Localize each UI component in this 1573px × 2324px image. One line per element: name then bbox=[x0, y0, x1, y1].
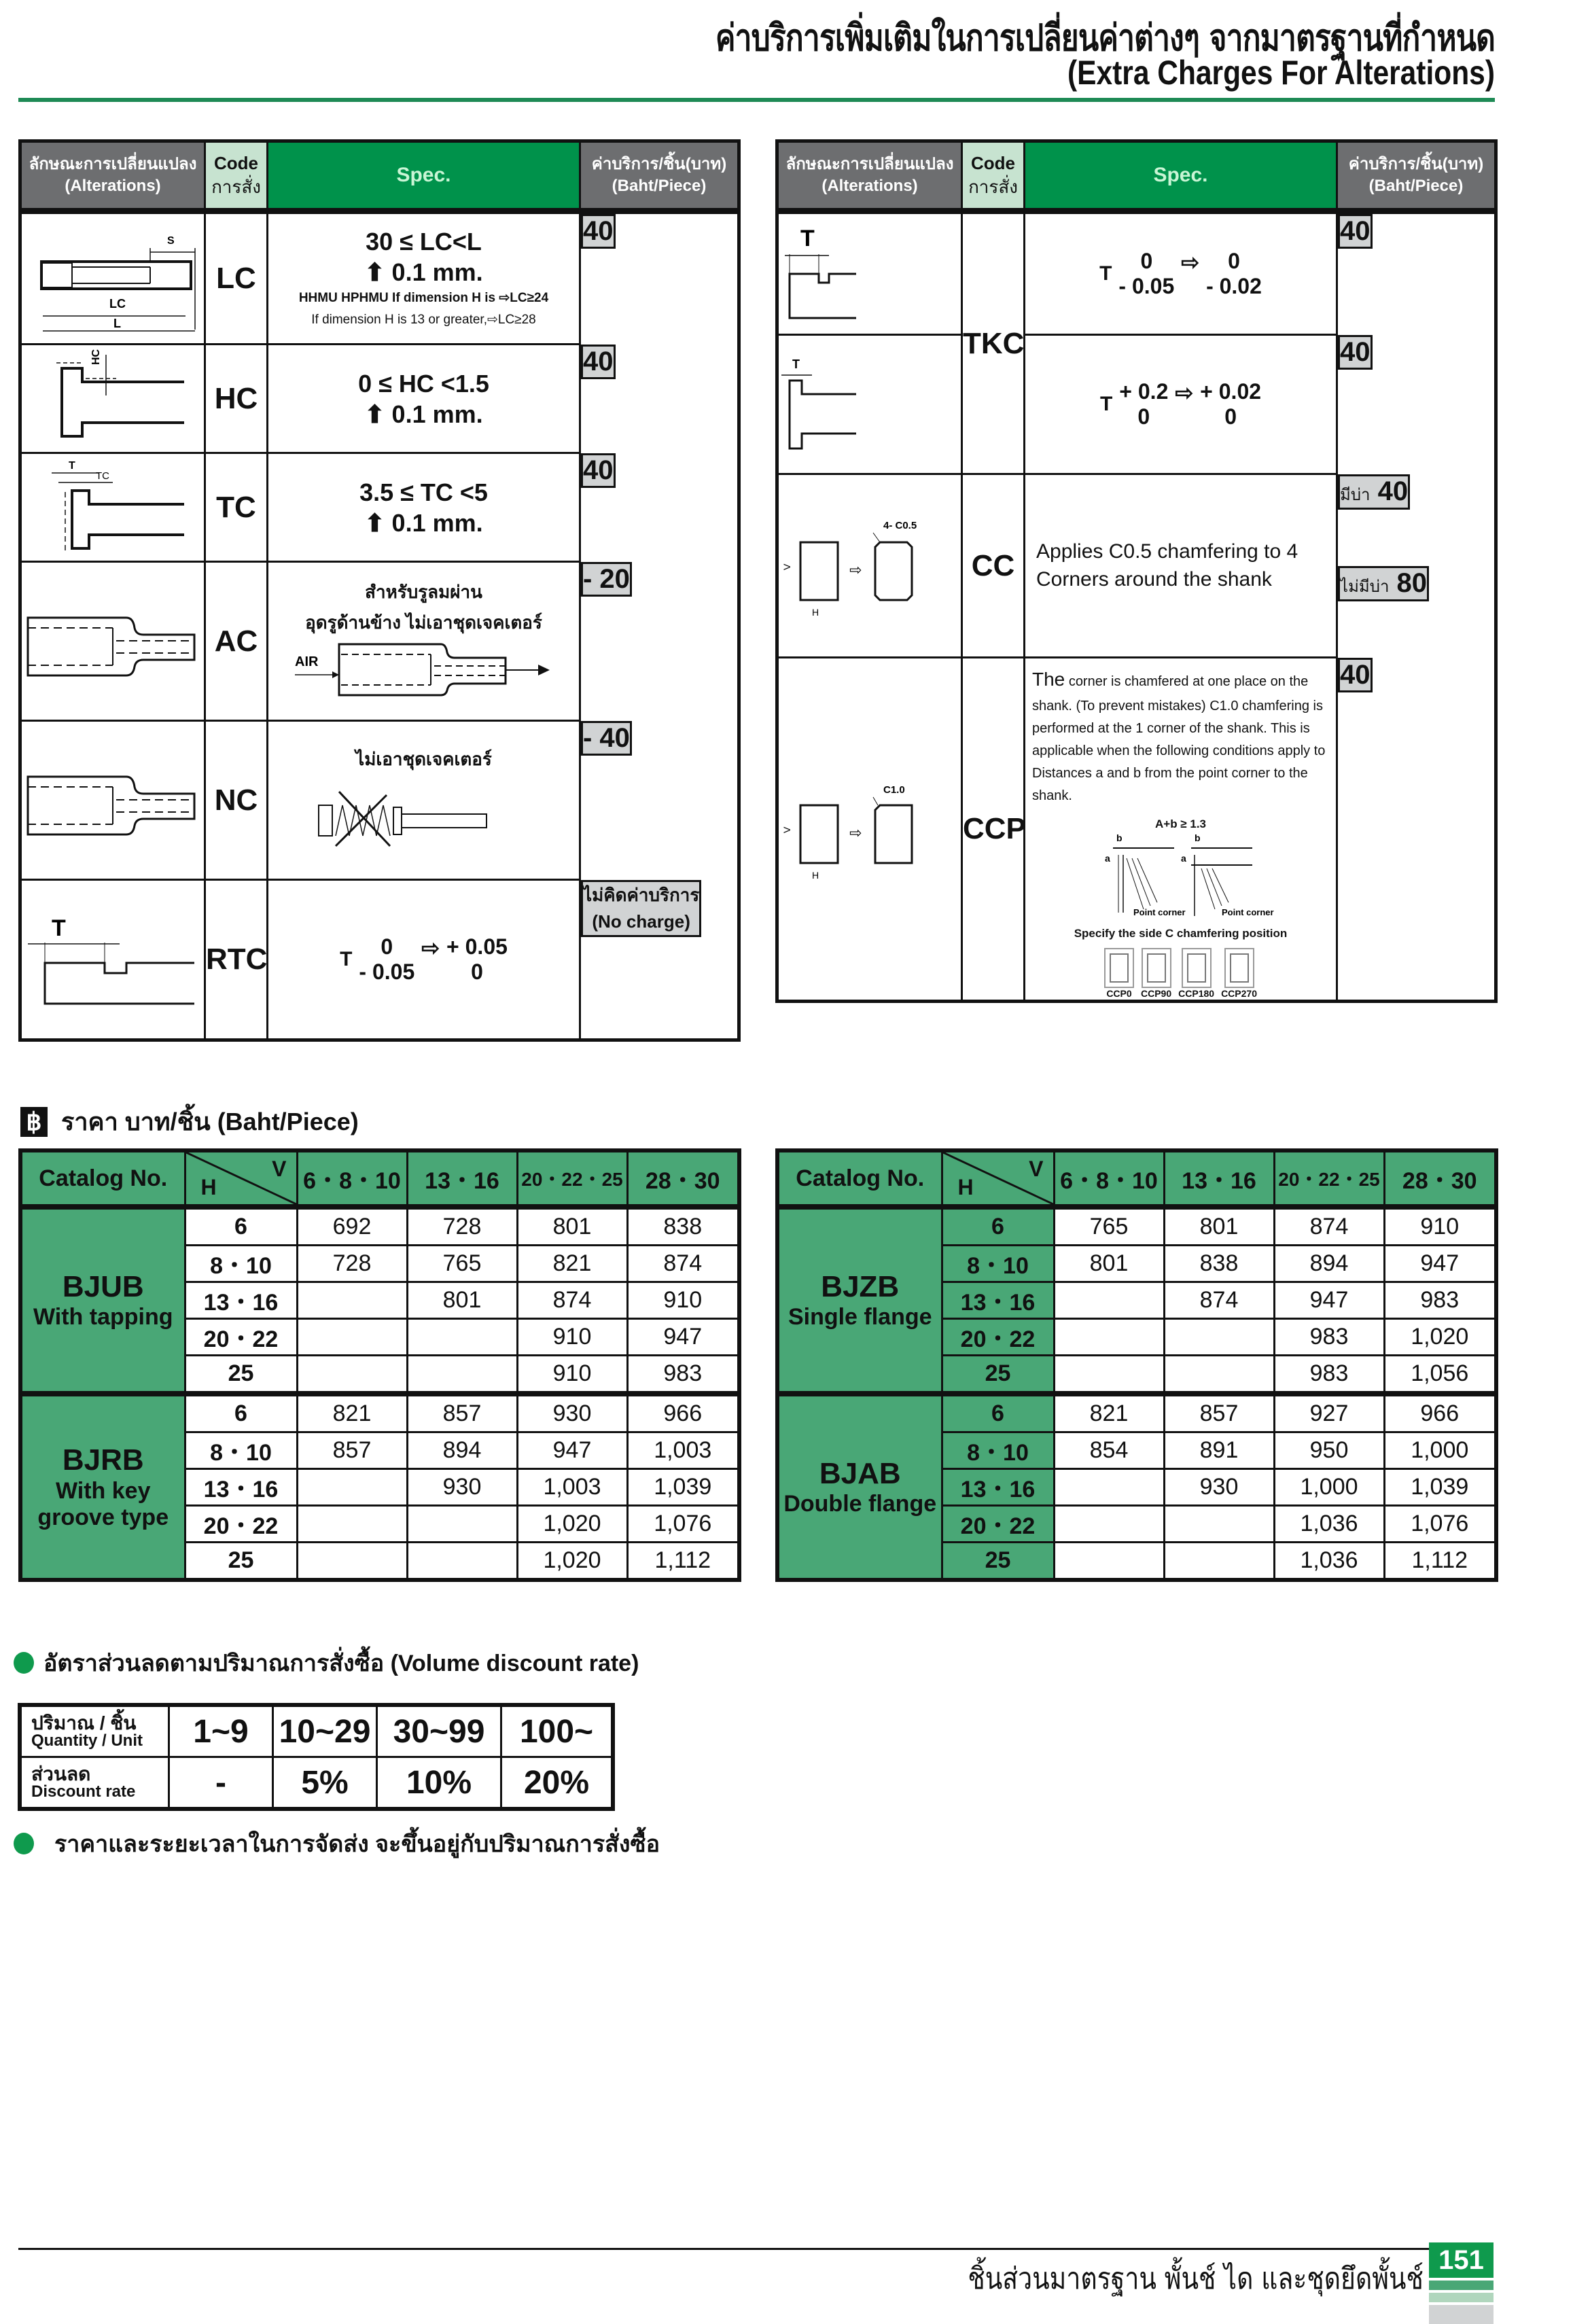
price-cell: 1,112 bbox=[1384, 1543, 1496, 1581]
price-cell bbox=[407, 1319, 517, 1356]
label-h: H bbox=[812, 870, 819, 881]
col-alteration: ลักษณะการเปลี่ยนแปลง (Alterations) bbox=[20, 141, 205, 211]
price-cell: 1,112 bbox=[627, 1543, 739, 1581]
price-ac: - 20 bbox=[581, 562, 632, 597]
spec-ac: สำหรับรูลมผ่าน อุดรูด้านข้าง ไม่เอาชุดเจคเตอร์ AIR bbox=[268, 562, 580, 721]
h-value: 6 bbox=[942, 1394, 1054, 1432]
col-spec: Spec. bbox=[1025, 141, 1337, 211]
h-value: 20・22 bbox=[185, 1506, 297, 1543]
arrow-right-icon: ⇨ bbox=[421, 936, 440, 961]
quantity-row bbox=[20, 1705, 613, 1757]
price-cell: 947 bbox=[1274, 1282, 1384, 1319]
price-cell bbox=[1054, 1319, 1164, 1356]
arrow-right-icon: ⇨ bbox=[1175, 381, 1194, 406]
svg-text:a: a bbox=[1104, 853, 1110, 864]
price-header-row bbox=[777, 1150, 1496, 1207]
price-cell: 874 bbox=[517, 1282, 627, 1319]
price-cell: 765 bbox=[1054, 1207, 1164, 1246]
spec-tkc-1: T 0 - 0.05 ⇨ 0 - 0.02 bbox=[1025, 211, 1337, 335]
price-cell: 801 bbox=[1164, 1207, 1274, 1246]
svg-text:Point corner: Point corner bbox=[1221, 907, 1274, 918]
price-cell bbox=[407, 1506, 517, 1543]
footer-section-title: ชิ้นส่วนมาตรฐาน พั้นช์ ได และชุดยึดพั้นช์ bbox=[968, 2261, 1424, 2296]
h-value: 8・10 bbox=[185, 1246, 297, 1282]
spec-ccp: The corner is chamfered at one place on the shank. (To prevent mistakes) C1.0 chamfering is performed at the 1 corner of the shank. This is applicable when the following conditions apply to Distances a and b from the point corner to the shank. A+b ≥ 1.3 b a Point corner b a Point corner Specify the side C chamfering position CCP0 CCP90 CCP180 CCP270 bbox=[1025, 658, 1337, 1002]
catalog-group-bjab bbox=[777, 1394, 1496, 1580]
h-value: 8・10 bbox=[185, 1432, 297, 1469]
price-cell: 821 bbox=[517, 1246, 627, 1282]
col-code: Code การสั่ง bbox=[962, 141, 1025, 211]
price-cell bbox=[297, 1356, 407, 1394]
price-cell: 947 bbox=[627, 1319, 739, 1356]
price-cell: 930 bbox=[1164, 1469, 1274, 1506]
price-cell: 821 bbox=[1054, 1394, 1164, 1432]
catalog-name: BJRB With key groove type bbox=[20, 1394, 185, 1580]
label-chamfer: 4- C0.5 bbox=[883, 519, 917, 531]
price-cell: 801 bbox=[407, 1282, 517, 1319]
label-t: T bbox=[69, 459, 75, 472]
step-up-arrow-icon: ⬆ bbox=[364, 258, 385, 286]
price-cell: 838 bbox=[627, 1207, 739, 1246]
arrow-right-icon: ⇨ bbox=[849, 561, 862, 579]
alterations-table-right bbox=[775, 139, 1498, 1003]
h-value: 25 bbox=[185, 1356, 297, 1394]
price-cc-with-shoulder: มีบ่า 40 bbox=[1338, 474, 1410, 510]
price-cell: 1,003 bbox=[517, 1469, 627, 1506]
point-corner-diagram bbox=[1059, 831, 1303, 919]
table-row bbox=[20, 1394, 739, 1432]
price-cell bbox=[1054, 1282, 1164, 1319]
delivery-note: ราคาและระยะเวลาในการจัดส่ง จะขึ้นอยู่กับปริมาณการสั่งซื้อ bbox=[14, 1825, 660, 1862]
price-cell bbox=[297, 1469, 407, 1506]
alteration-row-nc bbox=[20, 721, 739, 880]
code-tc: TC bbox=[205, 453, 268, 562]
air-label: AIR bbox=[294, 654, 318, 669]
spec-cc: Applies C0.5 chamfering to 4 Corners around the shank bbox=[1025, 474, 1337, 658]
price-cc-without-shoulder: ไม่มีบ่า 80 bbox=[1338, 566, 1429, 601]
h-value: 13・16 bbox=[942, 1282, 1054, 1319]
thickness-groove-diagram bbox=[777, 211, 962, 335]
price-cell: 950 bbox=[1274, 1432, 1384, 1469]
discount-cell: 5% bbox=[273, 1757, 377, 1810]
col-v: 13・16 bbox=[407, 1150, 517, 1207]
catalog-name: BJUB With tapping bbox=[20, 1207, 185, 1394]
alteration-row-rtc bbox=[20, 880, 739, 1040]
price-cell: 910 bbox=[517, 1319, 627, 1356]
alteration-row-tkc-2 bbox=[777, 335, 1496, 474]
price-cell: 1,020 bbox=[517, 1543, 627, 1581]
price-cell: 983 bbox=[1274, 1356, 1384, 1394]
discount-cell: - bbox=[169, 1757, 273, 1810]
discount-cell: 10% bbox=[377, 1757, 501, 1810]
alteration-row-ac bbox=[20, 562, 739, 721]
alteration-row-cc bbox=[777, 474, 1496, 566]
punch-hc-diagram bbox=[20, 345, 205, 453]
pricing-heading: ฿ ราคา บาท/ชิ้น (Baht/Piece) bbox=[20, 1102, 359, 1141]
price-cell: 874 bbox=[627, 1246, 739, 1282]
price-table-2 bbox=[775, 1148, 1498, 1582]
price-cell bbox=[1164, 1506, 1274, 1543]
catalog-name: BJZB Single flange bbox=[777, 1207, 942, 1394]
label-v: V bbox=[781, 826, 792, 834]
label-h: H bbox=[812, 606, 819, 617]
h-value: 6 bbox=[185, 1394, 297, 1432]
col-v: 6・8・10 bbox=[297, 1150, 407, 1207]
price-tc: 40 bbox=[581, 453, 616, 488]
footer-strip bbox=[1429, 2305, 1494, 2324]
price-cell: 854 bbox=[1054, 1432, 1164, 1469]
baht-icon: ฿ bbox=[20, 1107, 48, 1137]
h-value: 8・10 bbox=[942, 1432, 1054, 1469]
price-cell bbox=[1164, 1319, 1274, 1356]
air-flow-diagram bbox=[288, 637, 560, 699]
volume-discount-table bbox=[18, 1703, 615, 1811]
price-cell: 1,020 bbox=[517, 1506, 627, 1543]
price-tkc-2: 40 bbox=[1338, 335, 1373, 370]
arrow-right-icon: ⇨ bbox=[1181, 250, 1200, 275]
price-cell: 874 bbox=[1164, 1282, 1274, 1319]
footer-strip bbox=[1429, 2281, 1494, 2290]
code-nc: NC bbox=[205, 721, 268, 880]
label-tc: TC bbox=[96, 470, 109, 482]
col-v: 6・8・10 bbox=[1054, 1150, 1164, 1207]
code-hc: HC bbox=[205, 345, 268, 453]
chamfer-positions bbox=[1025, 948, 1336, 1000]
price-cell: 983 bbox=[1384, 1282, 1496, 1319]
col-v: 28・30 bbox=[627, 1150, 739, 1207]
footer-strip bbox=[1429, 2293, 1494, 2302]
alteration-row-hc bbox=[20, 345, 739, 453]
col-v: 28・30 bbox=[1384, 1150, 1496, 1207]
price-cell: 930 bbox=[407, 1469, 517, 1506]
price-cell bbox=[1054, 1506, 1164, 1543]
svg-text:Point corner: Point corner bbox=[1133, 907, 1186, 918]
label-hc: HC bbox=[90, 349, 102, 365]
price-cell: 801 bbox=[1054, 1246, 1164, 1282]
discount-cell: 20% bbox=[501, 1757, 614, 1810]
spec-lc: 30 ≤ LC<L ⬆ 0.1 mm. HHMU HPHMU If dimension H is ⇨LC≥24 If dimension H is 13 or greater,⇨LC≥28 bbox=[268, 211, 580, 345]
h-value: 13・16 bbox=[185, 1469, 297, 1506]
position-ccp270: CCP270 bbox=[1221, 948, 1257, 1000]
col-alteration: ลักษณะการเปลี่ยนแปลง (Alterations) bbox=[777, 141, 962, 211]
quantity-cell: 30~99 bbox=[377, 1705, 501, 1757]
catalog-group-bjzb bbox=[777, 1207, 1496, 1394]
position-ccp0: CCP0 bbox=[1104, 948, 1134, 1000]
table-row bbox=[20, 1207, 739, 1246]
price-cell: 891 bbox=[1164, 1432, 1274, 1469]
air-hole-diagram bbox=[20, 562, 205, 721]
price-cell: 857 bbox=[1164, 1394, 1274, 1432]
col-v: 20・22・25 bbox=[517, 1150, 627, 1207]
price-cell: 1,000 bbox=[1384, 1432, 1496, 1469]
step-up-arrow-icon: ⬆ bbox=[364, 508, 385, 537]
alteration-row-tkc-1 bbox=[777, 211, 1496, 335]
punch-head-thickness-diagram bbox=[777, 335, 962, 474]
price-cell bbox=[297, 1506, 407, 1543]
price-cell: 874 bbox=[1274, 1207, 1384, 1246]
price-cell: 857 bbox=[407, 1394, 517, 1432]
price-cell: 821 bbox=[297, 1394, 407, 1432]
col-price: ค่าบริการ/ชิ้น(บาท) (Baht/Piece) bbox=[580, 141, 739, 211]
table-row bbox=[777, 1394, 1496, 1432]
svg-text:a: a bbox=[1180, 853, 1186, 864]
alteration-row-tc bbox=[20, 453, 739, 562]
alteration-row-ccp bbox=[777, 658, 1496, 1002]
price-cell: 910 bbox=[627, 1282, 739, 1319]
page-title-english: (Extra Charges For Alterations) bbox=[1067, 54, 1495, 92]
price-cell bbox=[297, 1543, 407, 1581]
h-value: 25 bbox=[185, 1543, 297, 1581]
label-v: V bbox=[781, 563, 792, 570]
col-code: Code การสั่ง bbox=[205, 141, 268, 211]
h-value: 25 bbox=[942, 1543, 1054, 1581]
position-ccp180: CCP180 bbox=[1178, 948, 1214, 1000]
price-cell: 927 bbox=[1274, 1394, 1384, 1432]
spec-hc: 0 ≤ HC <1.5 ⬆ 0.1 mm. bbox=[268, 345, 580, 453]
price-cell: 966 bbox=[1384, 1394, 1496, 1432]
step-up-arrow-icon: ⬆ bbox=[364, 400, 385, 428]
quantity-cell: 10~29 bbox=[273, 1705, 377, 1757]
code-ac: AC bbox=[205, 562, 268, 721]
price-cell bbox=[1164, 1543, 1274, 1581]
price-nc: - 40 bbox=[581, 721, 632, 756]
price-cell bbox=[407, 1356, 517, 1394]
h-value: 6 bbox=[185, 1207, 297, 1246]
catalog-group-bjrb bbox=[20, 1394, 739, 1580]
arrow-right-icon: ⇨ bbox=[849, 825, 862, 843]
spec-nc: ไม่เอาชุดเจคเตอร์ bbox=[268, 721, 580, 880]
price-cell: 857 bbox=[297, 1432, 407, 1469]
price-cell: 801 bbox=[517, 1207, 627, 1246]
spec-tc: 3.5 ≤ TC <5 ⬆ 0.1 mm. bbox=[268, 453, 580, 562]
price-cell: 838 bbox=[1164, 1246, 1274, 1282]
h-value: 20・22 bbox=[942, 1319, 1054, 1356]
price-tkc-1: 40 bbox=[1338, 214, 1373, 249]
price-cell: 1,000 bbox=[1274, 1469, 1384, 1506]
table-row bbox=[777, 1207, 1496, 1246]
header-divider bbox=[18, 98, 1495, 102]
price-lc: 40 bbox=[581, 214, 616, 249]
label-t: T bbox=[800, 226, 815, 251]
h-value: 13・16 bbox=[185, 1282, 297, 1319]
thickness-groove-diagram bbox=[20, 880, 205, 1040]
position-ccp90: CCP90 bbox=[1141, 948, 1171, 1000]
label-l: L bbox=[113, 317, 121, 330]
price-cell bbox=[297, 1282, 407, 1319]
price-cell: 947 bbox=[1384, 1246, 1496, 1282]
price-cell bbox=[1054, 1356, 1164, 1394]
price-cell: 1,036 bbox=[1274, 1543, 1384, 1581]
ejector-crossed-out-icon bbox=[312, 788, 536, 849]
price-ccp: 40 bbox=[1338, 658, 1373, 692]
discount-row bbox=[20, 1757, 613, 1810]
code-cc: CC bbox=[962, 474, 1025, 658]
price-rtc: ไม่คิดค่าบริการ (No charge) bbox=[581, 880, 701, 937]
svg-text:b: b bbox=[1116, 832, 1123, 844]
quantity-cell: 100~ bbox=[501, 1705, 614, 1757]
page-number: 151 bbox=[1429, 2242, 1494, 2278]
price-cell: 947 bbox=[517, 1432, 627, 1469]
code-rtc: RTC bbox=[205, 880, 268, 1040]
col-catalog: Catalog No. bbox=[20, 1150, 185, 1207]
price-cell: 930 bbox=[517, 1394, 627, 1432]
catalog-name: BJAB Double flange bbox=[777, 1394, 942, 1580]
price-cell: 894 bbox=[1274, 1246, 1384, 1282]
chamfer-4-corners-diagram bbox=[777, 474, 962, 658]
price-cell: 1,056 bbox=[1384, 1356, 1496, 1394]
price-cell: 1,076 bbox=[627, 1506, 739, 1543]
col-price: ค่าบริการ/ชิ้น(บาท) (Baht/Piece) bbox=[1337, 141, 1496, 211]
price-header-row bbox=[20, 1150, 739, 1207]
h-value: 25 bbox=[942, 1356, 1054, 1394]
h-value: 13・16 bbox=[942, 1469, 1054, 1506]
label-t: T bbox=[792, 357, 800, 371]
h-value: 20・22 bbox=[185, 1319, 297, 1356]
price-cell: 894 bbox=[407, 1432, 517, 1469]
code-ccp: CCP bbox=[962, 658, 1025, 1002]
price-cell: 1,036 bbox=[1274, 1506, 1384, 1543]
price-cell bbox=[407, 1543, 517, 1581]
chamfer-1-corner-diagram bbox=[777, 658, 962, 1002]
label-chamfer: C1.0 bbox=[883, 784, 905, 796]
label-lc: LC bbox=[109, 297, 126, 311]
price-cell: 1,039 bbox=[1384, 1469, 1496, 1506]
price-table-1 bbox=[18, 1148, 741, 1582]
h-value: 20・22 bbox=[942, 1506, 1054, 1543]
price-cell: 1,003 bbox=[627, 1432, 739, 1469]
col-h-v: V H bbox=[942, 1150, 1054, 1207]
bullet-icon bbox=[14, 1652, 34, 1674]
col-spec: Spec. bbox=[268, 141, 580, 211]
svg-text:b: b bbox=[1194, 832, 1201, 844]
price-cell: 765 bbox=[407, 1246, 517, 1282]
label-t: T bbox=[52, 915, 66, 941]
alterations-table-left bbox=[18, 139, 741, 1042]
label-s: S bbox=[167, 235, 175, 247]
price-cell: 1,020 bbox=[1384, 1319, 1496, 1356]
discount-label: ส่วนลด Discount rate bbox=[20, 1757, 169, 1810]
price-cell: 728 bbox=[297, 1246, 407, 1282]
alteration-row-lc bbox=[20, 211, 739, 345]
h-value: 6 bbox=[942, 1207, 1054, 1246]
price-cell: 983 bbox=[1274, 1319, 1384, 1356]
catalog-group-bjub bbox=[20, 1207, 739, 1394]
price-hc: 40 bbox=[581, 345, 616, 379]
price-cell: 910 bbox=[517, 1356, 627, 1394]
code-lc: LC bbox=[205, 211, 268, 345]
spec-tkc-2: T + 0.2 0 ⇨ + 0.02 0 bbox=[1025, 335, 1337, 474]
discount-heading: อัตราส่วนลดตามปริมาณการสั่งซื้อ (Volume discount rate) bbox=[14, 1644, 639, 1681]
page-title-thai: ค่าบริการเพิ่มเติมในการเปลี่ยนค่าต่างๆ จากมาตรฐานที่กำหนด bbox=[715, 16, 1495, 59]
col-catalog: Catalog No. bbox=[777, 1150, 942, 1207]
col-h-v: V H bbox=[185, 1150, 297, 1207]
code-tkc: TKC bbox=[962, 211, 1025, 474]
quantity-label: ปริมาณ / ชิ้น Quantity / Unit bbox=[20, 1705, 169, 1757]
price-cell: 1,039 bbox=[627, 1469, 739, 1506]
quantity-cell: 1~9 bbox=[169, 1705, 273, 1757]
price-cell bbox=[1164, 1356, 1274, 1394]
price-cell bbox=[297, 1319, 407, 1356]
price-cell bbox=[1054, 1469, 1164, 1506]
spec-rtc: T 0 - 0.05 ⇨ + 0.05 0 bbox=[268, 880, 580, 1040]
footer-divider bbox=[18, 2248, 1459, 2250]
bullet-icon bbox=[14, 1833, 34, 1854]
no-ejector-diagram bbox=[20, 721, 205, 880]
col-v: 20・22・25 bbox=[1274, 1150, 1384, 1207]
price-cell: 983 bbox=[627, 1356, 739, 1394]
price-cell: 966 bbox=[627, 1394, 739, 1432]
punch-lc-diagram bbox=[20, 211, 205, 345]
h-value: 8・10 bbox=[942, 1246, 1054, 1282]
col-v: 13・16 bbox=[1164, 1150, 1274, 1207]
price-cell: 692 bbox=[297, 1207, 407, 1246]
price-cell bbox=[1054, 1543, 1164, 1581]
punch-tc-diagram bbox=[20, 453, 205, 562]
price-cell: 1,076 bbox=[1384, 1506, 1496, 1543]
price-cell: 910 bbox=[1384, 1207, 1496, 1246]
price-cell: 728 bbox=[407, 1207, 517, 1246]
